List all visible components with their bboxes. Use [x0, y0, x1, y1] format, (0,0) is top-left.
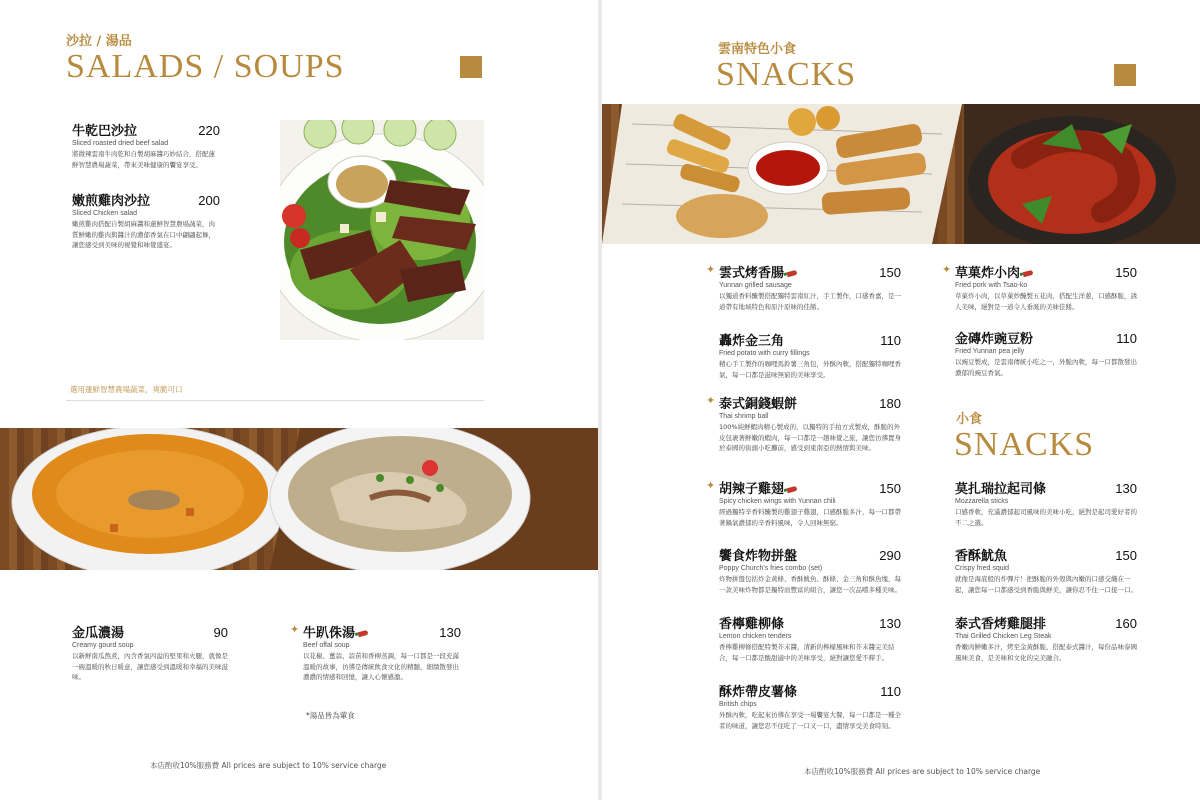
soup-banner-photo: [0, 428, 598, 570]
item-price: 110: [880, 684, 901, 699]
menu-item-shrimp-ball: [706, 393, 901, 454]
item-name-zh: 泰式香烤雞腿排: [955, 617, 1047, 632]
salad-photo: [280, 120, 484, 340]
item-name-zh: 香檸雞柳條: [719, 617, 785, 632]
menu-item-lemon-chicken: [719, 613, 901, 663]
item-name-zh: 胡辣子雞翅: [719, 482, 785, 497]
item-price: 160: [1115, 616, 1137, 631]
item-name-zh: 香酥魷魚: [955, 549, 1008, 564]
item-price: 90: [213, 625, 228, 640]
item-description: 炸物拼盤包括炸金黃條、香酥魷魚、酥條、金三角和酥魚塊，每一款美味炸物都是獨特而豐富的組合，讓您一次品嚐多種美味。: [719, 575, 901, 594]
item-price: 180: [879, 396, 901, 411]
menu-item-chicken-salad: [72, 190, 220, 251]
item-name-zh: 牛趴侏湯: [303, 626, 356, 641]
chili-icon: [358, 630, 369, 637]
menu-item-chicken-wings: [706, 478, 901, 528]
item-name-en: Fried Yunnan pea jelly: [955, 348, 1025, 355]
item-name-zh: 金瓜濃湯: [72, 626, 125, 641]
menu-item-fried-squid: [955, 545, 1137, 595]
item-price: 110: [1116, 331, 1137, 346]
menu-item-thai-chicken-leg: [955, 613, 1137, 663]
item-price: 150: [879, 481, 901, 496]
chili-icon: [787, 270, 798, 277]
item-price: 290: [879, 548, 901, 563]
menu-item-pea-jelly: [955, 328, 1137, 378]
item-name-en: Spicy chicken wings with Yunnan chili: [719, 498, 836, 505]
item-name-en: Sliced roasted dried beef salad: [72, 140, 169, 147]
item-price: 110: [880, 333, 901, 348]
menu-item-beef-salad: [72, 120, 220, 170]
snacks2-section-title: SNACKS: [954, 426, 1095, 463]
menu-item-british-chips: [719, 681, 901, 731]
menu-item-fries-combo: [719, 545, 901, 595]
item-name-zh: 牛乾巴沙拉: [72, 124, 138, 139]
item-price: 150: [1115, 265, 1137, 280]
item-description: 以獨道香料醃製搭配獨特雲南紅汁，手工製作，口感香嘉，是一道帶有地域特色和原汁原味的佳餚。: [719, 292, 901, 311]
item-price: 220: [198, 123, 220, 138]
item-description: 外酥內軟，吃起來彷彿在享受一場饗宴大餐，每一口都是一種全者的味道，讓您忍不住吃了一口又一口，盡情享受美食時刻。: [719, 711, 901, 730]
gold-square-decoration: [460, 56, 482, 78]
chili-icon: [787, 486, 798, 493]
item-name-zh: 莫扎瑞拉起司條: [955, 482, 1047, 497]
item-name-zh: 草菓炸小肉: [955, 266, 1021, 281]
item-description: 100%純鮮蝦肉精心製成的，以獨特的手拍方式製成，酥脆的外皮包裹著鮮嫩的蝦肉，每一口都是一趟味覺之旅，讓您彷彿置身於泰國的街頭小吃攤前，感受到東南亞的熱情與美味。: [719, 423, 901, 452]
item-description: 草菓炸小肉，以草菓炒醃製五花肉，搭配生洋蔥，口感酥脆，誘人美味，絕對是一道令人垂涎的美味佳餚。: [955, 292, 1137, 311]
soup-note: *湯品皆為葷食: [306, 711, 355, 720]
snacks2-section-zh: 小食: [956, 412, 983, 427]
menu-item-gourd-soup: [72, 622, 228, 683]
item-name-zh: 酥炸帶皮薯條: [719, 685, 798, 700]
item-name-zh: 轟炸金三角: [719, 334, 785, 349]
item-description: 香檸雞柳條搭配特製芥末醬，清新的檸檬風味和芥末醬完美結合，每一口都是酸甜適中的美味享受，絕對讓您愛不釋手。: [719, 643, 895, 662]
menu-item-grilled-sausage: [706, 262, 901, 312]
item-description: 嫩煎雞肉搭配自製胡麻醬和蓮鮮智慧農場蔬菜，肉質鮮嫩的雞肉與醬汁的濃郁香氣在口中翩翩起舞，讓您感受到美味的視覺和味覺盛宴。: [72, 220, 215, 249]
divider: [66, 400, 484, 401]
item-description: 口感香軟，充滿濃郁起司風味的美味小吃，絕對是起司愛好者的不二之選。: [955, 508, 1137, 527]
left-menu-page: [0, 0, 598, 800]
item-price: 130: [879, 616, 901, 631]
item-description: 以豌豆製成，是雲南傳統小吃之一，外脆內軟，每一口都散發出濃郁的豌豆香氣。: [955, 358, 1137, 377]
star-icon: ✦: [942, 263, 952, 276]
item-price: 150: [1115, 548, 1137, 563]
item-price: 130: [1115, 481, 1137, 496]
service-charge-footer: 本店酌收10%服務費 All prices are subject to 10% service charge: [804, 767, 1041, 776]
item-name-en: Fried pork with Tsao-ko: [955, 282, 1028, 289]
item-description: 以花椒、薑蒜、蒜苗和香柳蒸調，每一口都是一段充滿溫暖的故事，彷彿是傳統飲食文化的精髓，細緻散發出濃濃的情感和回憶，讓人心懷感激。: [303, 652, 459, 681]
item-name-zh: 金磚炸豌豆粉: [955, 332, 1034, 347]
item-name-zh: 泰式銅錢蝦餅: [719, 397, 798, 412]
menu-item-beef-offal-soup: [290, 622, 461, 683]
item-name-en: Fried potato with curry fillings: [719, 350, 810, 357]
item-name-zh: 饗食炸物拼盤: [719, 549, 798, 564]
menu-item-tsaoko-pork: [942, 262, 1137, 312]
snacks-section-zh: 雲南特色小食: [718, 42, 797, 57]
item-price: 200: [198, 193, 220, 208]
item-description: 就像是海底般的炸彈片！把酥脆的外殼與內嫩的口感交織在一起，讓您每一口都感受到香脆與鮮美，讓你忍不住一口接一口。: [955, 575, 1137, 594]
item-name-en: Creamy gourd soup: [72, 642, 134, 649]
item-description: 以新鮮南瓜熬煮，內含香氣四溢的堅果和火腿，就像是一碗溫暖的秋日暖意，讓您感受到溫暖和幸福的美味滋味。: [72, 652, 228, 681]
gold-square-decoration: [1114, 64, 1136, 86]
item-name-en: Poppy Church's fries combo (set): [719, 565, 823, 572]
item-name-en: British chips: [719, 701, 757, 708]
item-description: 將微辣雲南牛肉乾和自製胡麻醬巧妙結合，搭配蓮鮮智慧農場蔬菜，帶來美味健康的饗宴享受。: [72, 150, 215, 169]
item-description: 香嫩肉鮮嫩多汁，烤至金黃酥脆，搭配泰式醬汁，每份品味泰國風味美食，是美味和文化的完美融合。: [955, 643, 1137, 662]
star-icon: ✦: [290, 623, 300, 636]
item-price: 150: [879, 265, 901, 280]
star-icon: ✦: [706, 263, 716, 276]
star-icon: ✦: [706, 479, 716, 492]
item-description: 經過獨特辛香料醃製的雞翅子雞翅，口感酥脆多汁，每一口都帶著鍋氣濃郁的辛香料風味，令人回味無窮。: [719, 508, 901, 527]
item-name-en: Mozzarella sticks: [955, 498, 1009, 505]
service-charge-footer: 本店酌收10%服務費 All prices are subject to 10% service charge: [150, 761, 387, 770]
salads-section-zh: 沙拉 / 湯品: [66, 34, 132, 49]
item-name-en: Thai Grilled Chicken Leg Steak: [955, 633, 1052, 640]
right-menu-page: [602, 0, 1200, 800]
salad-note: 選用蓮鮮智慧農場蔬菜，爽脆可口: [70, 385, 183, 394]
item-name-zh: 嫩煎雞肉沙拉: [72, 194, 151, 209]
item-name-en: Thai shrimp ball: [719, 413, 769, 420]
menu-item-curry-triangle: [719, 330, 901, 380]
item-name-en: Beef offal soup: [303, 642, 350, 649]
item-name-zh: 雲式烤香腸: [719, 266, 785, 281]
item-name-en: Crispy fried squid: [955, 565, 1010, 572]
item-price: 130: [439, 625, 461, 640]
item-name-en: Lemon chicken tenders: [719, 633, 792, 640]
chili-icon: [1023, 270, 1034, 277]
snacks-section-title: SNACKS: [716, 56, 857, 93]
salads-section-title: SALADS / SOUPS: [66, 48, 345, 85]
item-name-en: Sliced Chicken salad: [72, 210, 137, 217]
snacks-banner-photo: [602, 104, 1200, 244]
item-name-en: Yunnan grilled sausage: [719, 282, 792, 289]
star-icon: ✦: [706, 394, 716, 407]
item-description: 精心手工製作的咖哩馬鈴薯三角包，外酥內軟，搭配獨特咖哩香氣，每一口都是滋味無窮的美味享受。: [719, 360, 901, 379]
menu-item-mozzarella-sticks: [955, 478, 1137, 528]
